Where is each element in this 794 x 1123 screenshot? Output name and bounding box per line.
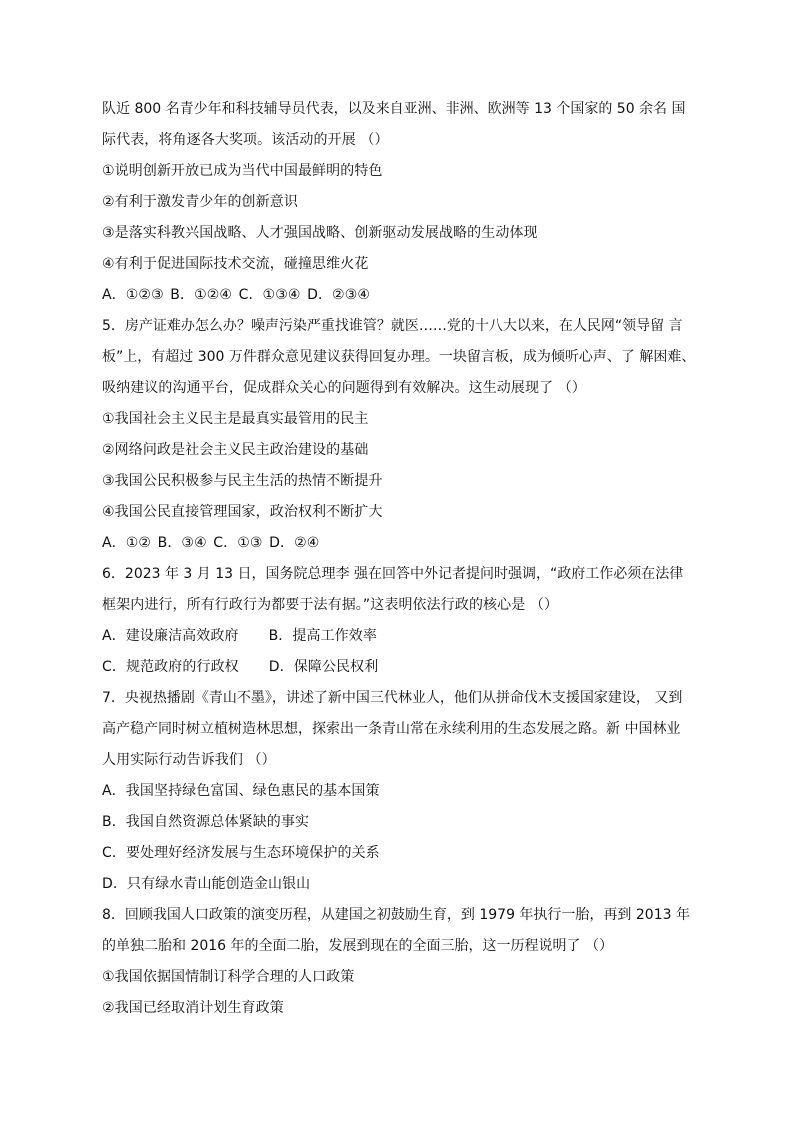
q6-stem-line-1: 6．2023 年 3 月 13 日，国务院总理李 强在回答中外记者提问时强调，“政府工作必须在法律 xyxy=(102,566,684,582)
q8-stem-line-1: 8．回顾我国人口政策的演变历程，从建国之初鼓励生育，到 1979 年执行一胎，再到 2013 年 xyxy=(102,907,690,923)
q5-stem-line-1: 5．房产证难办怎么办？噪声污染严重找谁管？就医……党的十八大以来，在人民网“领导留 言 xyxy=(102,318,683,334)
q5-stem-line-3: 吸纳建议的沟通平台，促成群众关心的问题得到有效解决。这生动展现了 （） xyxy=(102,380,586,396)
q7-stem-line-1: 7．央视热播剧《青山不墨》，讲述了新中国三代林业人，他们从拼命伐木支援国家建设， 又到 xyxy=(102,690,683,706)
q6-option-c: C．规范政府的行政权 xyxy=(102,659,239,675)
q6-option-d: D．保障公民权利 xyxy=(268,659,379,675)
q5-item-1: ①我国社会主义民主是最真实最管用的民主 xyxy=(102,411,369,427)
q6-option-b: B．提高工作效率 xyxy=(268,628,377,644)
q7-option-d: D．只有绿水青山能创造金山银山 xyxy=(102,876,311,892)
q8-item-2: ②我国已经取消计划生育政策 xyxy=(102,1000,284,1016)
q5-item-4: ④我国公民直接管理国家，政治权利不断扩大 xyxy=(102,504,383,520)
q4-options: A．①②③ B．①②④ C．①③④ D．②③④ xyxy=(102,287,370,303)
q4-item-4: ④有利于促进国际技术交流，碰撞思维火花 xyxy=(102,256,369,272)
q4-item-1: ①说明创新开放已成为当代中国最鲜明的特色 xyxy=(102,163,383,179)
question-content xyxy=(102,94,702,1024)
q6-stem-line-2: 框架内进行，所有行政行为都要于法有据。”这表明依法行政的核心是 （） xyxy=(102,597,559,613)
q4-stem-line-2: 际代表，将角逐各大奖项。该活动的开展 （） xyxy=(102,132,389,148)
q7-option-a: A．我国坚持绿色富国、绿色惠民的基本国策 xyxy=(102,783,380,799)
q4-stem-line-1: 队近 800 名青少年和科技辅导员代表，以及来自亚洲、非洲、欧洲等 13 个国家的 50 余名 国 xyxy=(102,101,686,117)
q6-options-row-1 xyxy=(102,621,702,652)
q5-stem-line-2: 板”上，有超过 300 万件群众意见建议获得回复办理。一块留言板，成为倾听心声、了 解困难、 xyxy=(102,349,696,365)
q8-item-1: ①我国依据国情制订科学合理的人口政策 xyxy=(102,969,355,985)
q7-stem-line-3: 人用实际行动告诉我们 （） xyxy=(102,752,276,768)
q5-item-3: ③我国公民积极参与民主生活的热情不断提升 xyxy=(102,473,383,489)
q6-option-a: A．建设廉洁高效政府 xyxy=(102,628,239,644)
q7-option-c: C．要处理好经济发展与生态环境保护的关系 xyxy=(102,845,380,861)
q4-item-2: ②有利于激发青少年的创新意识 xyxy=(102,194,298,210)
q4-item-3: ③是落实科教兴国战略、人才强国战略、创新驱动发展战略的生动体现 xyxy=(102,225,538,241)
q5-item-2: ②网络问政是社会主义民主政治建设的基础 xyxy=(102,442,369,458)
q8-stem-line-2: 的单独二胎和 2016 年的全面二胎，发展到现在的全面三胎，这一历程说明了 （） xyxy=(102,938,613,954)
q5-options: A．①② B．③④ C．①③ D．②④ xyxy=(102,535,320,551)
q7-option-b: B．我国自然资源总体紧缺的事实 xyxy=(102,814,310,830)
q7-stem-line-2: 高产稳产同时树立植树造林思想，探索出一条青山常在永续利用的生态发展之路。新 中国林业 xyxy=(102,721,681,737)
q6-options-row-2 xyxy=(102,652,702,683)
